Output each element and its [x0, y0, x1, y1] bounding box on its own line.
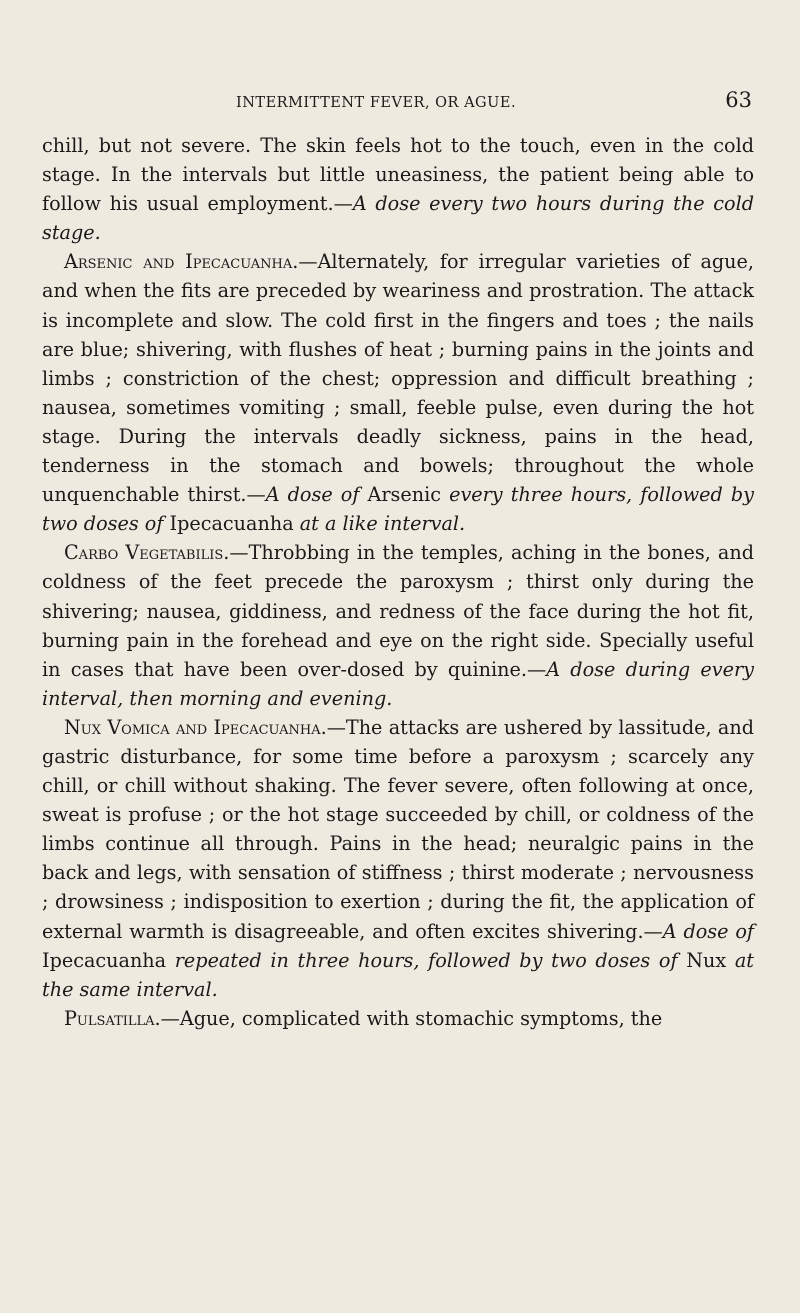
- dosage-text: at the same interval.: [42, 948, 754, 1001]
- body-text: [42, 131, 754, 1033]
- remedy-entry-nux-vomica-ipecacuanha: [42, 713, 754, 1004]
- remedy-name: Arsenic and Ipecacuanha.: [64, 250, 299, 274]
- running-head: INTERMITTENT FEVER, OR AGUE.: [236, 95, 517, 111]
- paragraph-text: —The attacks are ushered by lassitude, and gastric disturbance, for some time before a paroxysm ; scarcely any chill, or chill without shaking. The fever severe, often following at once, sweat is profuse ; or the hot stage succeeded by chill, or coldness of the limbs continue all through. Pains in the head; neuralgic pains in the back and legs, with sensation of stiffness ; thirst moderate ; nervousness ; drowsiness ; indisposition to exertion ; during the fit, the application of external warmth is disagreeable, and often excites shivering.—: [42, 715, 754, 943]
- remedy-ref: Nux: [686, 948, 727, 972]
- paragraph-text: —Throbbing in the temples, aching in the bones, and coldness of the feet precede the paroxysm ; thirst only during the shivering; nausea, giddiness, and redness of the face during the hot fit, burning pain in the forehead and eye on the right side. Specially useful in cases that have been over-dosed by quinine.—: [42, 541, 754, 681]
- page-number: 63: [725, 88, 752, 112]
- paragraph-text: —Alternately, for irregular varieties of ague, and when the fits are preceded by weariness and prostration. The attack is incomplete and slow. The cold first in the fingers and toes ; the nails are blue; shivering, with flushes of heat ; burning pains in the joints and limbs ; constriction of the chest; oppression and difficult breathing ; nausea, sometimes vomiting ; small, feeble pulse, even during the hot stage. During the intervals deadly sickness, pains in the head, tenderness in the stomach and bowels; throughout the whole unquenchable thirst.—: [42, 250, 754, 507]
- dosage-text: at a like interval.: [293, 512, 466, 536]
- paragraph-continuation: [42, 131, 754, 247]
- remedy-name: Pulsatilla.: [64, 1006, 161, 1030]
- page-header: [228, 88, 752, 112]
- dosage-direction: A dose during every interval, then morning and evening.: [42, 657, 754, 710]
- remedy-ref: Ipecacuanha: [169, 512, 294, 536]
- dosage-text: A dose of: [662, 919, 754, 943]
- remedy-entry-arsenic-ipecacuanha: [42, 247, 754, 538]
- paragraph-text: chill, but not severe. The skin feels hot to the touch, even in the cold stage. In the intervals but little uneasiness, the patient being able to follow his usual employment.—: [42, 134, 754, 216]
- dosage-text: A dose of: [265, 483, 368, 507]
- remedy-entry-carbo-vegetabilis: [42, 538, 754, 713]
- dosage-text: repeated in three hours, followed by two doses of: [166, 948, 687, 972]
- remedy-entry-pulsatilla: [42, 1004, 754, 1033]
- dosage-direction: A dose every two hours during the cold stage.: [42, 192, 754, 245]
- dosage-text: every three hours, followed by two doses of: [42, 483, 754, 536]
- remedy-ref: Ipecacuanha: [42, 948, 167, 972]
- remedy-name: Carbo Vegetabilis.: [64, 541, 230, 565]
- remedy-ref: Arsenic: [367, 483, 441, 507]
- paragraph-text: —Ague, complicated with stomachic symptoms, the: [160, 1006, 663, 1030]
- remedy-name: Nux Vomica and Ipecacuanha.: [64, 715, 327, 739]
